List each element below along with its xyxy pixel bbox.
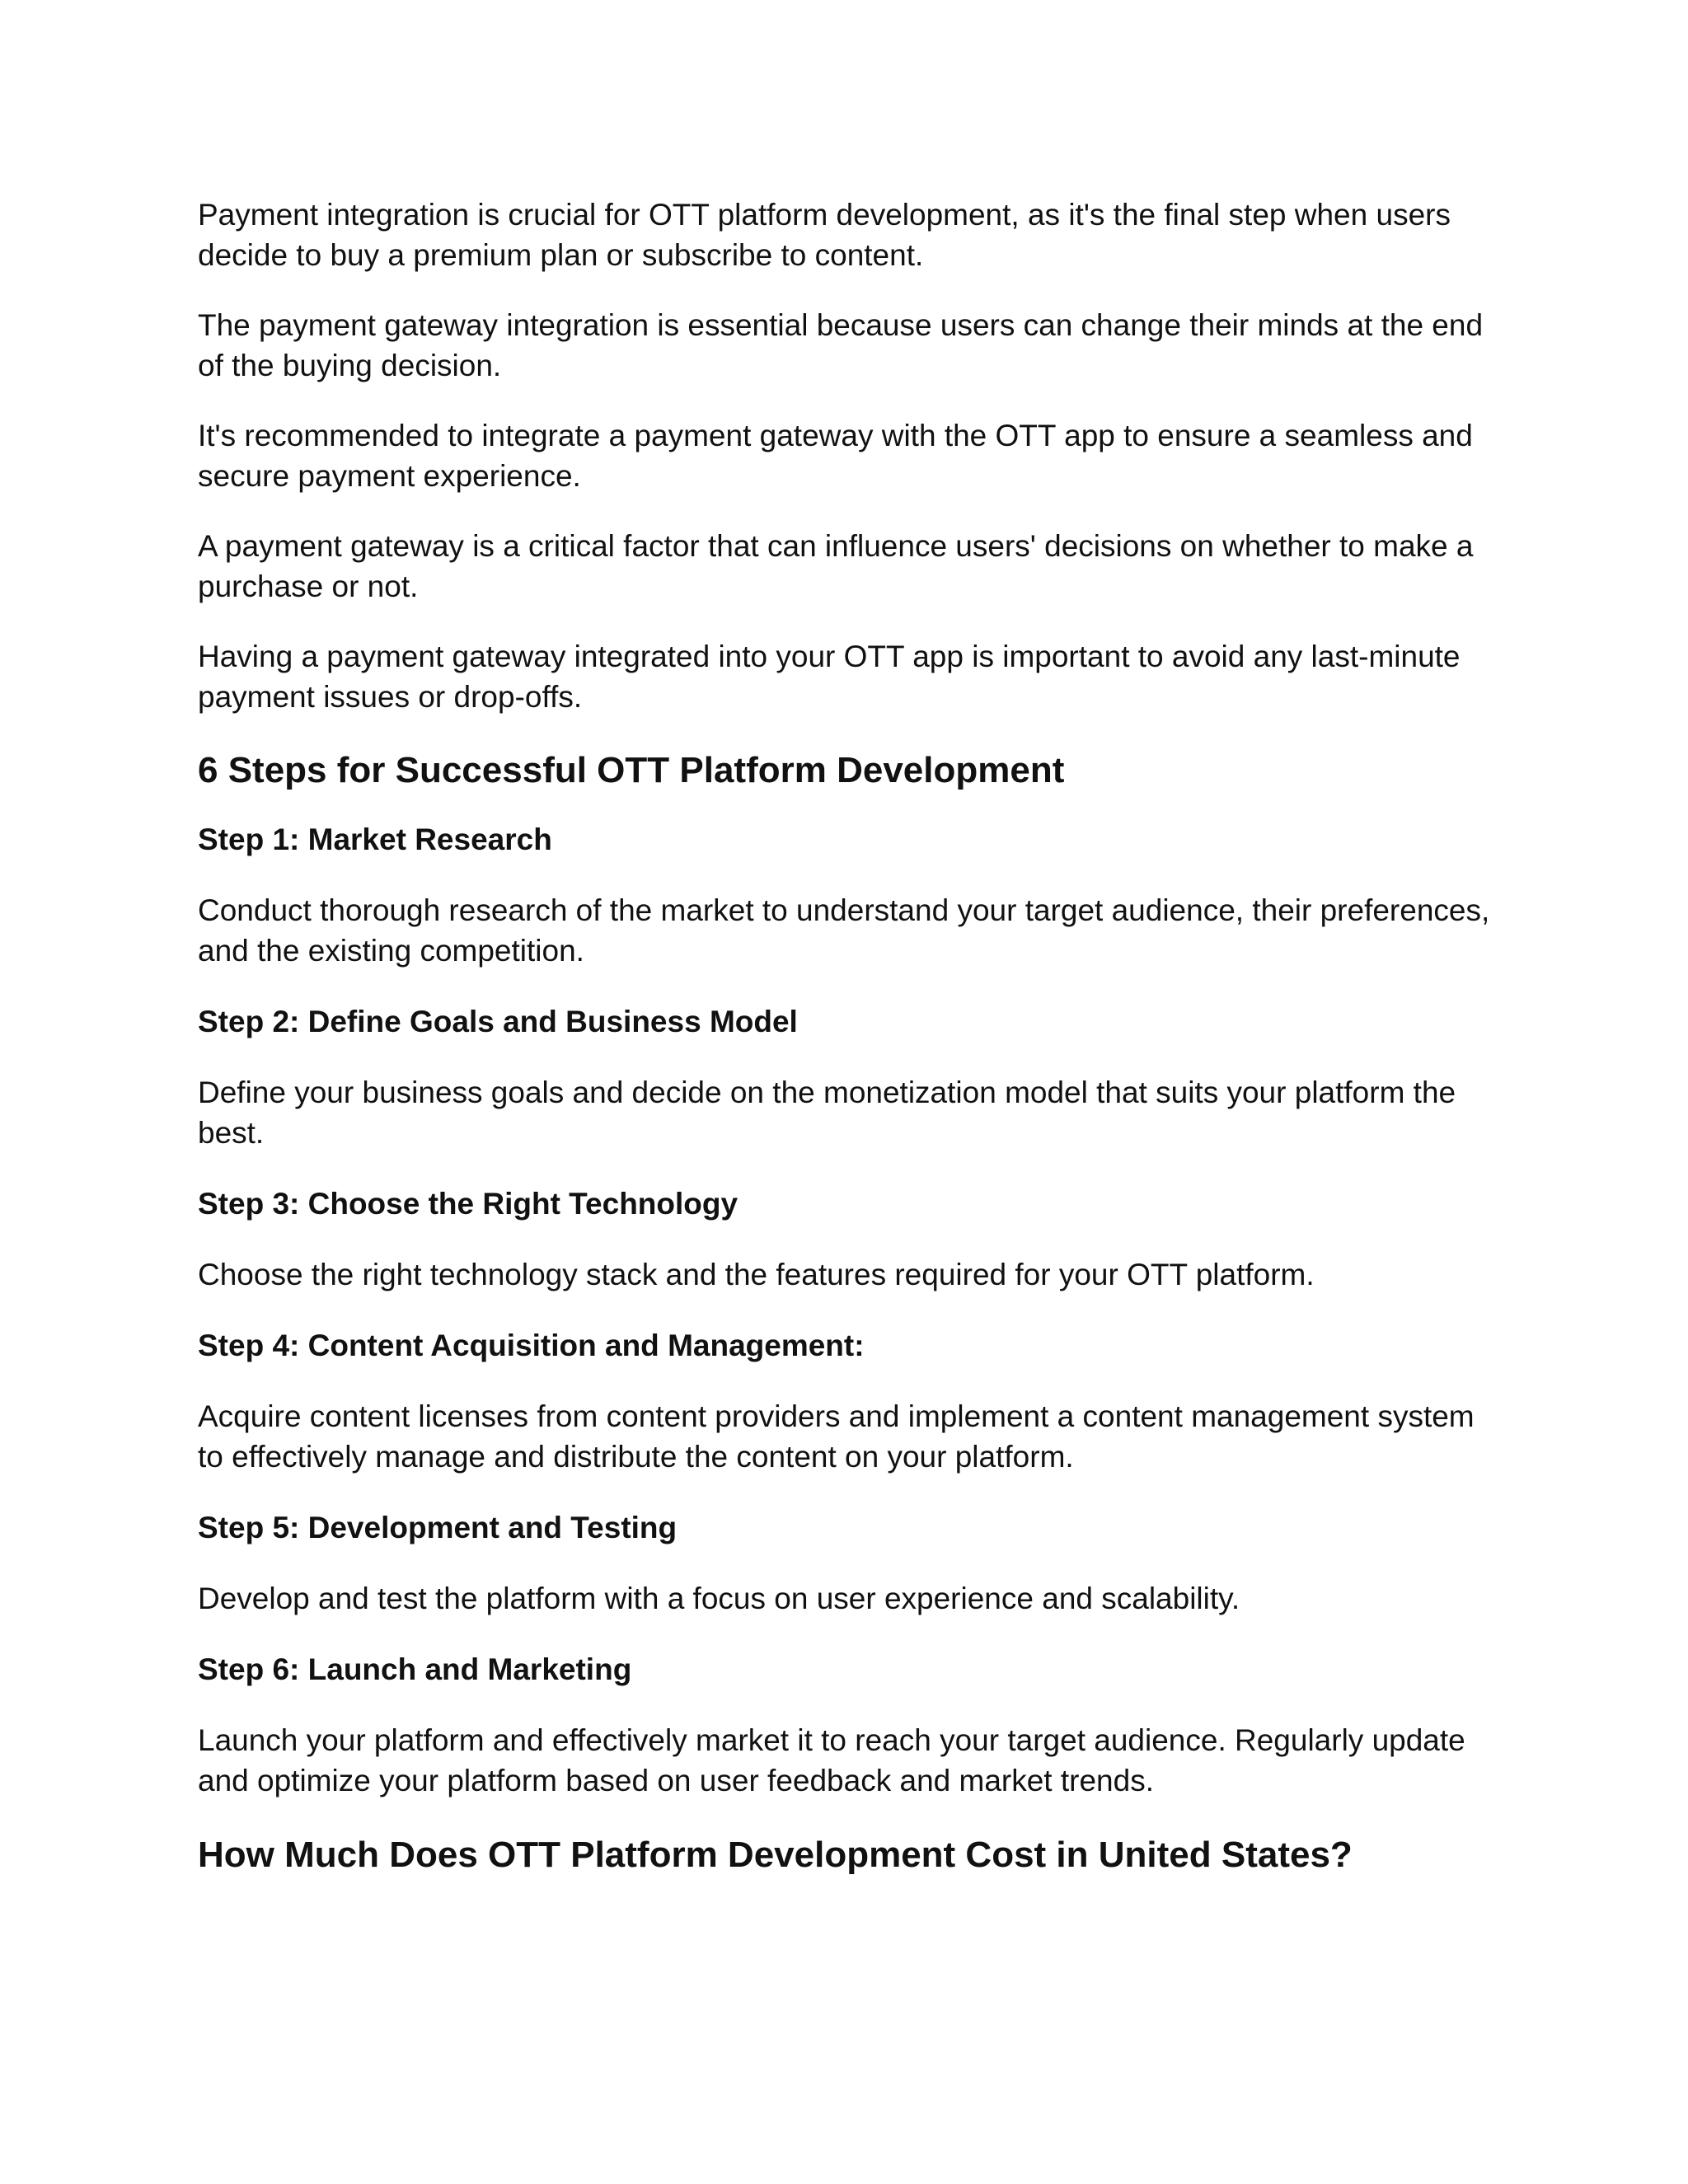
step-1-body: Conduct thorough research of the market to understand your target audience, their preferences, and the existing competition. bbox=[198, 893, 1490, 968]
intro-paragraph-1: Payment integration is crucial for OTT platform development, as it's the final step when users decide to buy a premium plan or subscribe to content. bbox=[198, 198, 1451, 272]
step-4-body: Acquire content licenses from content providers and implement a content management system to effectively manage and distribute the content on your platform. bbox=[198, 1399, 1475, 1474]
intro-paragraph-5: Having a payment gateway integrated into your OTT app is important to avoid any last-minute payment issues or drop-offs. bbox=[198, 640, 1461, 714]
cost-heading: How Much Does OTT Platform Development Cost in United States? bbox=[198, 1835, 1353, 1875]
section-heading: 6 Steps for Successful OTT Platform Development bbox=[198, 750, 1065, 790]
step-2-body: Define your business goals and decide on the monetization model that suits your platform the best. bbox=[198, 1076, 1456, 1150]
step-5-heading: Step 5: Development and Testing bbox=[198, 1511, 678, 1544]
step-3-body: Choose the right technology stack and the features required for your OTT platform. bbox=[198, 1258, 1315, 1291]
step-2-heading: Step 2: Define Goals and Business Model bbox=[198, 1005, 798, 1038]
step-1-heading: Step 1: Market Research bbox=[198, 823, 552, 856]
intro-paragraph-4: A payment gateway is a critical factor that can influence users' decisions on whether to make a purchase or not. bbox=[198, 529, 1474, 603]
step-6-body: Launch your platform and effectively market it to reach your target audience. Regularly update and optimize your platform based on user feedback and market trends. bbox=[198, 1723, 1465, 1797]
step-5-body: Develop and test the platform with a focus on user experience and scalability. bbox=[198, 1582, 1240, 1615]
document-page bbox=[198, 194, 1500, 1879]
step-3-heading: Step 3: Choose the Right Technology bbox=[198, 1187, 738, 1221]
intro-paragraph-2: The payment gateway integration is essential because users can change their minds at the end of the buying decision. bbox=[198, 308, 1484, 382]
step-4-heading: Step 4: Content Acquisition and Management: bbox=[198, 1329, 865, 1362]
step-6-heading: Step 6: Launch and Marketing bbox=[198, 1652, 632, 1686]
intro-paragraph-3: It's recommended to integrate a payment gateway with the OTT app to ensure a seamless and secure payment experience. bbox=[198, 419, 1473, 493]
